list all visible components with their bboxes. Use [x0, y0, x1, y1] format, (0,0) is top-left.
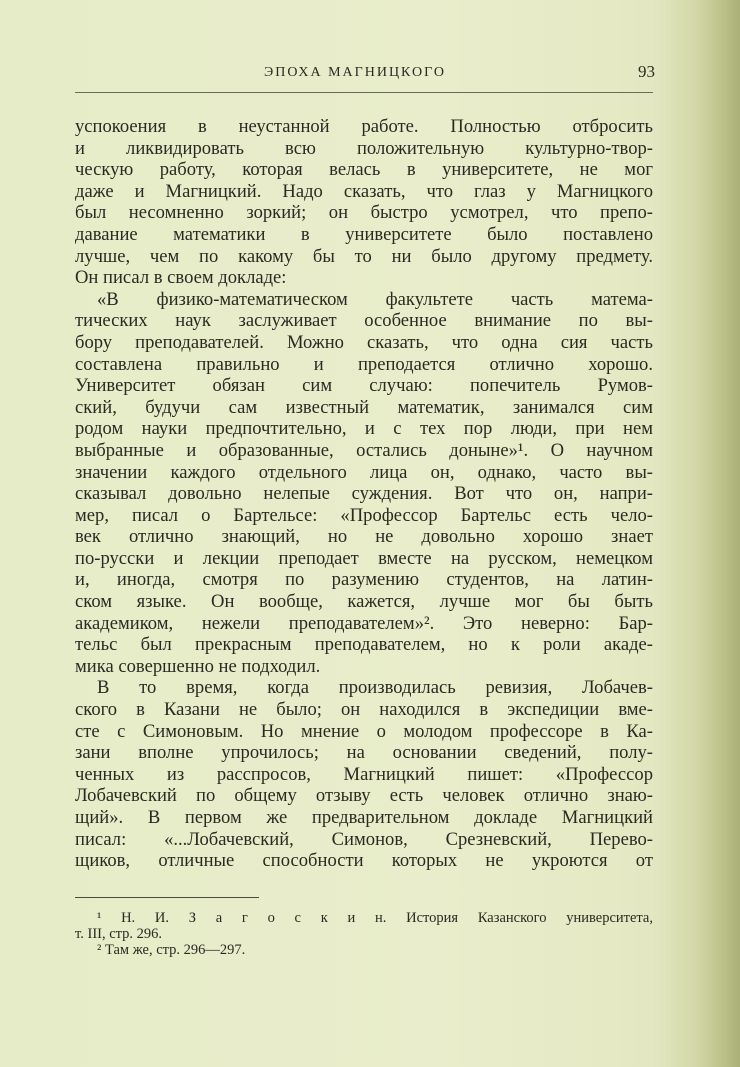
text-line: ском языке. Он вообще, кажется, лучше мог бы быть [75, 591, 653, 613]
text-line: тических наук заслуживает особенное внимание по вы- [75, 310, 653, 332]
text-line: «В физико-математическом факультете часть матема- [97, 288, 653, 310]
text-line: мика совершенно не подходил. [75, 655, 321, 677]
text-line: писал: «...Лобачевский, Симонов, Срезневский, Перево- [75, 828, 653, 850]
header-rule [75, 92, 653, 93]
text-line: ский, будучи сам известный математик, занимался сим [75, 396, 653, 418]
text-line: бору преподавателей. Можно сказать, что одна сия часть [75, 331, 653, 353]
text-line: Лобачевский по общему отзыву есть человек отлично знаю- [75, 785, 653, 807]
text-line: был несомненно зоркий; он быстро усмотрел, что препо- [75, 202, 653, 224]
text-line: Он писал в своем докладе: [75, 267, 287, 289]
text-line: составлена правильно и преподается отлично хорошо. [75, 353, 653, 375]
text-line: ченных из расспросов, Магницкий пишет: «Профессор [75, 763, 653, 785]
text-line: щиков, отличные способности которых не укроются от [75, 850, 653, 872]
text-line: век отлично знающий, но не довольно хорошо знает [75, 526, 653, 548]
text-line: В то время, когда производилась ревизия, Лобачев- [97, 677, 653, 699]
page-number: 93 [638, 62, 655, 81]
footnote-line: ¹ Н. И. З а г о с к и н. История Казанского университета, [97, 910, 653, 926]
footnote-line: т. III, стр. 296. [75, 926, 163, 942]
text-line: и ликвидировать всю положительную культурно-твор- [75, 137, 653, 159]
text-line: родом науки предпочтительно, и с тех пор люди, при нем [75, 418, 653, 440]
text-line: тельс был прекрасным преподавателем, но к роли акаде- [75, 634, 653, 656]
text-line: сказывал довольно нелепые суждения. Вот что он, напри- [75, 483, 653, 505]
text-line: и, иногда, смотря по разумению студентов, на латин- [75, 569, 653, 591]
footnote-line: ² Там же, стр. 296—297. [97, 942, 246, 958]
footnotes [75, 910, 653, 958]
text-line: значении каждого отдельного лица он, однако, часто вы- [75, 461, 653, 483]
text-line: академиком, нежели преподавателем»². Это неверно: Бар- [75, 612, 653, 634]
footnote-rule [75, 897, 259, 898]
text-line: даже и Магницкий. Надо сказать, что глаз у Магницкого [75, 180, 653, 202]
text-line: по-русски и лекции преподает вместе на русском, немецком [75, 547, 653, 569]
text-line: щий». В первом же предварительном докладе Магницкий [75, 807, 653, 828]
text-line: мер, писал о Бартельсе: «Профессор Бартельс есть чело- [75, 504, 653, 526]
text-line: Университет обязан сим случаю: попечитель Румов- [75, 375, 653, 397]
text-line: ческую работу, которая велась в университете, не мог [75, 159, 653, 181]
running-header [75, 62, 655, 84]
body-text [75, 116, 653, 872]
text-line: ского в Казани не было; он находился в экспедиции вме- [75, 699, 653, 721]
running-title: ЭПОХА МАГНИЦКОГО [263, 65, 447, 80]
text-line: лучше, чем по какому бы то ни было другому предмету. [75, 245, 653, 267]
text-line: успокоения в неустанной работе. Полностью отбросить [75, 116, 653, 137]
text-line: зани вполне упрочилось; на основании сведений, полу- [75, 742, 653, 764]
text-line: давание математики в университете было поставлено [75, 223, 653, 245]
text-line: выбранные и образованные, остались доныне»¹. О научном [75, 439, 653, 461]
text-line: сте с Симоновым. Но мнение о молодом профессоре в Ка- [75, 720, 653, 742]
